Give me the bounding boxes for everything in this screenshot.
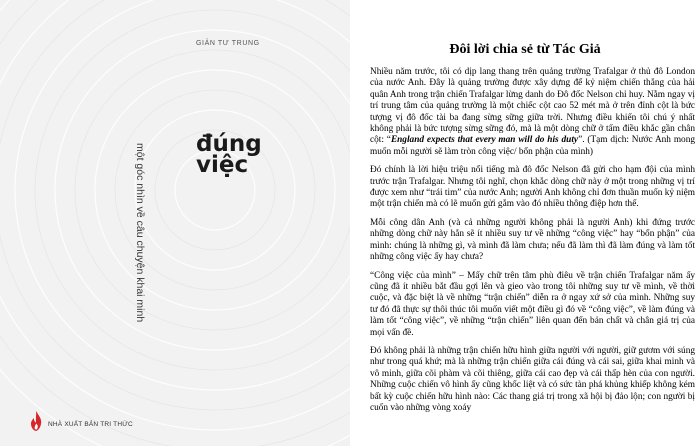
paragraph-2: Đó chính là lời hiệu triệu nổi tiếng mà đô đốc Nelson đã gửi cho hạm đội của mình trước trận Trafalgar. Nhưng tôi nghĩ, chọn khắc dòng chữ này ở một trong những vị trí được xem như “trái tim” của nước Anh; người Anh không chỉ đơn thuần muốn kỷ niệm một trận chiến mà có lẽ muốn gửi gắm vào đó nhiều thông điệp hơn thế. (370, 165, 695, 210)
page-heading: Đôi lời chia sẻ từ Tác Giả (449, 42, 601, 57)
cover-subtitle: một góc nhìn về câu chuyện khai minh (134, 143, 146, 323)
paragraph-1-quote: England expects that every man will do his duty (390, 135, 579, 146)
paragraph-1-text-a: Nhiều năm trước, tôi có dịp lang thang trên quảng trường Trafalgar ở thủ đô London của nước Anh. Đây là quảng trường được xây dựng để kỷ niệm chiến thắng của hải quân Anh trong trận chiến Trafalgar lừng danh do Đô đốc Nelson chỉ huy. Nằm ngay vị trí trung tâm của quảng trường là một chiếc cột cao 52 mét mà ở trên đỉnh cột là bức tượng vị đô đốc tài ba đang sừng sững giữa trời. Nhưng điều khiến tôi chú ý nhất không phải là bức tượng sừng sững đó, mà là một dòng chữ ở tấm điều khắc gần chân cột: “ (370, 67, 695, 146)
paragraph-1-text-b: ”. (Tạm dịch: Nước Anh mong muốn mỗi người sẽ làm tròn công việc/ bổn phận của mình) (370, 135, 695, 157)
cover-subtitle-container (132, 143, 148, 323)
cover-title (196, 131, 306, 178)
cover-author: GIẢN TƯ TRUNG (196, 40, 260, 47)
page-body (370, 67, 695, 421)
paragraph-3: Mỗi công dân Anh (và cả những người không phải là người Anh) khi đứng trước những dòng chữ này hẳn sẽ ít nhiều suy tư về những “công việc” hay “bổn phận” của mình: chúng là những gì, và mình đã làm chưa; nếu đã làm thì đã làm đúng và làm tốt những công việc ấy hay chưa? (370, 217, 695, 263)
publisher-name: NHÀ XUẤT BẢN TRI THỨC (48, 420, 133, 428)
flame-icon (28, 410, 44, 432)
paragraph-1 (370, 67, 695, 158)
cover-title-line2: việc (196, 152, 249, 178)
publisher-block (28, 410, 133, 432)
preface-page (350, 0, 700, 446)
paragraph-5: Đó không phải là những trận chiến hữu hình giữa người với người, giữ gươm với súng như trong quá khứ; mà là những trận chiến giữa cái đúng và cái sai, giữa khai minh và vô minh, giữa cõi phàm và cõi thiêng, giữa cái cao đẹp và cái thấp hèn của con người. Những cuộc chiến vô hình ấy cũng khốc liệt và có sức tàn phá khủng khiếp không kém bất kỳ cuộc chiến hữu hình nào: Các thang giá trị trong xã hội bị đảo lộn; con người bị cuốn vào những vòng xoáy (370, 345, 695, 413)
cover-title-line1: đúng (196, 131, 262, 157)
paragraph-4: “Công việc của mình” – Mấy chữ trên tâm phù điêu về trận chiến Trafalgar năm ấy cũng đã ít nhiều bắt đầu gợi lên và gieo vào trong tôi những suy tư về mình, về thời cuộc, và đặc biệt là về những “trận chiến” diễn ra ở ngay xứ sở của mình. Những suy tư đó đã thực sự thôi thúc tôi muốn viết một điều gì đó về “công việc”, về làm đúng và làm tốt “công việc”, về những “trận chiến” liên quan đến bản chất và chân giá trị của mọi vấn đề. (370, 270, 695, 338)
